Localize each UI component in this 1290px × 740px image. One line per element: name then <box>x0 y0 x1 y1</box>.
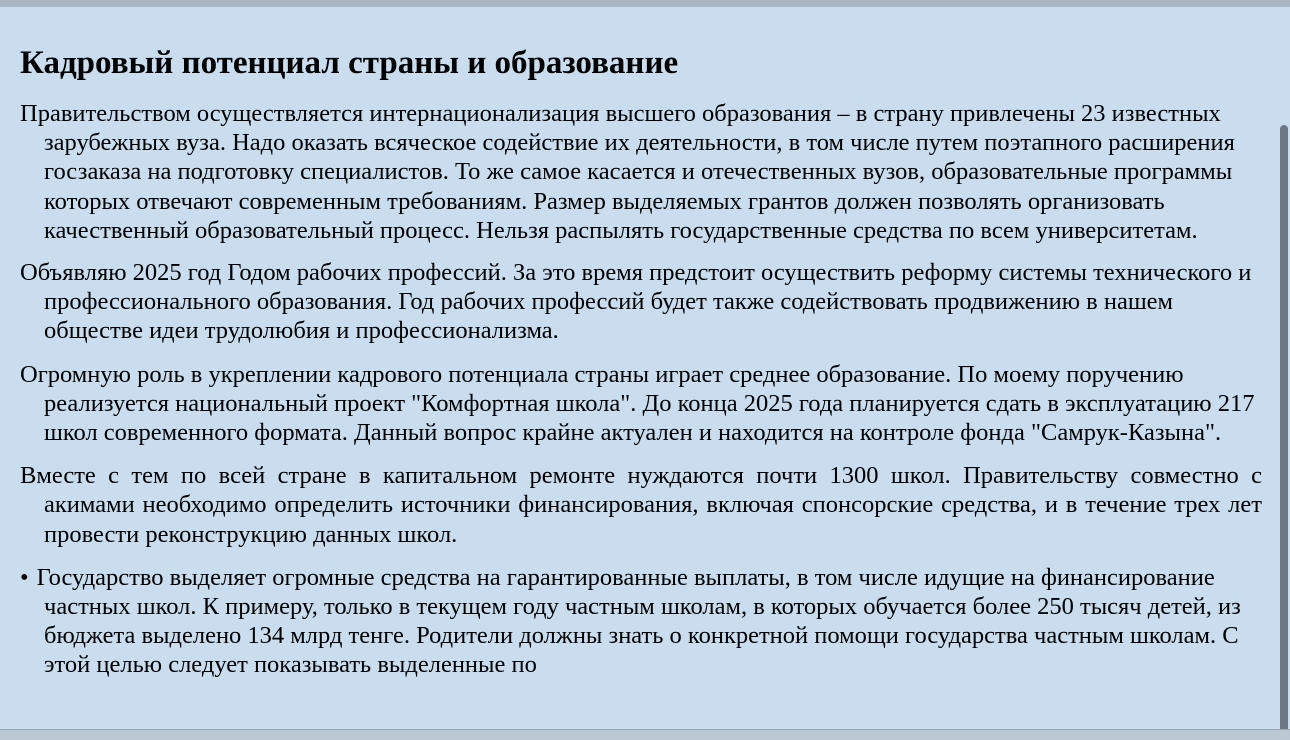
article-title: Кадровый потенциал страны и образование <box>20 45 679 81</box>
article <box>20 7 1262 680</box>
paragraph-higher-education: Правительством осуществляется интернационализация высшего образования – в страну привлечены 23 известных зарубежных вуза. Надо оказать всяческое содействие их деятельности, в том числе путем поэтапного расширения госзаказа на подготовку специалистов. То же самое касается и отечественных вузов, образовательные программы которых отвечают современным требованиям. Размер выделяемых грантов должен позволять организовать качественный образовательный процесс. Нельзя распылять государственные средства по всем университетам. <box>20 100 1235 244</box>
document-viewport[interactable] <box>0 7 1290 740</box>
paragraph-school-renovation: Вместе с тем по всей стране в капитальном ремонте нуждаются почти 1300 школ. Правительству совместно с акимами необходимо определить источники финансирования, включая спонсорские средства, и в течение трех лет провести реконструкцию данных школ. <box>20 462 1262 548</box>
scrollbar-thumb[interactable] <box>1280 125 1288 740</box>
vertical-scrollbar[interactable] <box>1276 7 1290 740</box>
bottom-edge-bar <box>0 729 1290 740</box>
bullet-text: Государство выделяет огромные средства на гарантированные выплаты, в том числе идущие на финансирование частных школ. К примеру, только в текущем году частным школам, в которых обучается более 250 тысяч детей, из бюджета выделено 134 млрд тенге. Родители должны знать о конкретной помощи государства частным школам. С этой целью следует показывать выделенные по <box>36 563 1241 679</box>
paragraph-year-of-working-professions: Объявляю 2025 год Годом рабочих профессий. За это время предстоит осуществить реформу системы технического и профессионального образования. Год рабочих профессий будет также содействовать продвижению в нашем обществе идеи трудолюбия и профессионализма. <box>20 259 1252 345</box>
paragraph-comfortable-school: Огромную роль в укреплении кадрового потенциала страны играет среднее образование. По моему поручению реализуется национальный проект "Комфортная школа". До конца 2025 года планируется сдать в эксплуатацию 217 школ современного формата. Данный вопрос крайне актуален и находится на контроле фонда "Самрук-Казына". <box>20 360 1255 447</box>
bullet-private-schools <box>20 563 1262 680</box>
bullet-icon: • <box>20 563 29 591</box>
